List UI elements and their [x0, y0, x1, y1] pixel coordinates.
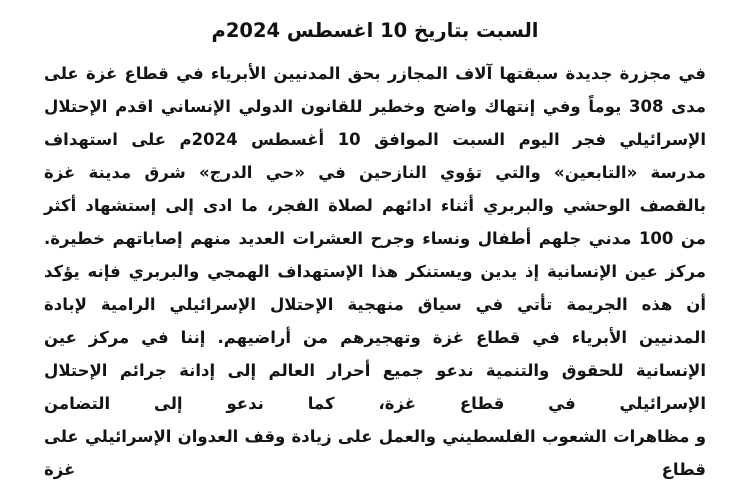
clipped-bottom-line: و مظاهرات الشعوب الفلسطيني والعمل على زيادة وقف العدوان الإسرائيلي على قطاع غزة	[44, 427, 706, 480]
paragraph: في مجزرة جديدة سبقتها آلاف المجازر بحق المدنيين الأبرياء في قطاع غزة على مدى 308 يوماً وفي إنتهاك واضح وخطير للقانون الدولي الإنساني اقدم الإحتلال الإسرائيلي فجر اليوم السبت الموافق 10 أغسطس 2024م على استهداف مدرسة «التابعين» والتي تؤوي النازحين في «حي الدرج» شرق مدينة غزة بالقصف الوحشي والبربري أثناء ادائهم لصلاة الفجر، ما ادى إلى إستشهاد أكثر من 100 مدني جلهم أطفال ونساء وجرح العشرات العديد منهم إصاباتهم خطيرة. مركز عين الإنسانية إذ يدين ويستنكر هذا الإستهداف الهمجي والبربري فإنه يؤكد أن هذه الجريمة تأتي في سياق منهجية الإحتلال الإسرائيلي الرامية لإبادة المدنيين الأبرياء في قطاع غزة وتهجيرهم من أراضيهم. إننا في مركز عين الإنسانية للحقوق والتنمية ندعو جميع أحرار العالم إلى إدانة جرائم الإحتلال الإسرائيلي في قطاع غزة، كما ندعو إلى التضامن	[44, 64, 707, 414]
page-title: السبت بتاريخ 10 اغسطس 2024م	[211, 19, 539, 42]
article-body	[44, 57, 706, 420]
